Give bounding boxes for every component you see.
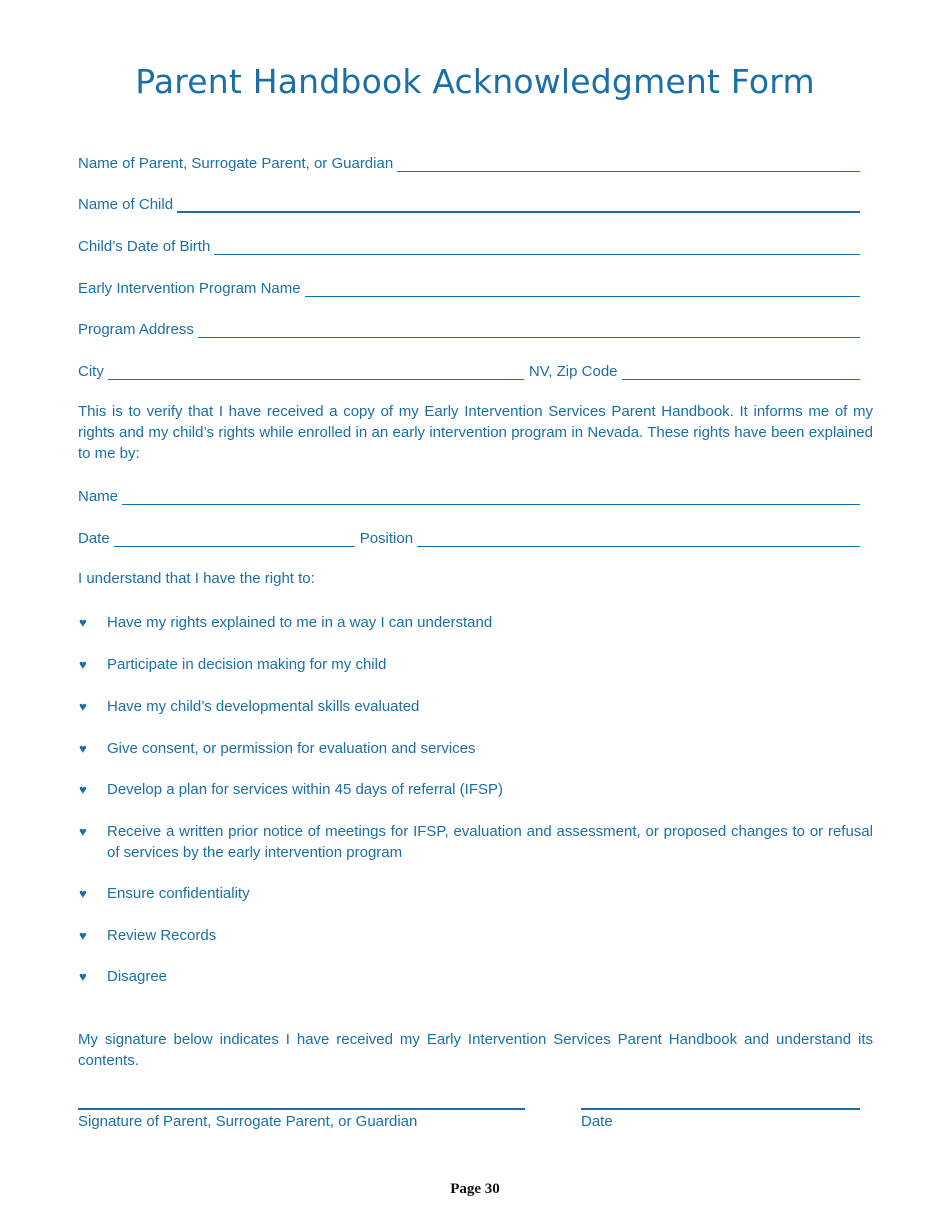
form-title: Parent Handbook Acknowledgment Form [135,62,815,101]
heart-icon: ♥ [79,886,87,901]
right-item [78,779,873,800]
child-dob-label: Child’s Date of Birth [78,238,211,255]
heart-icon: ♥ [79,782,87,797]
child-name-field [78,191,860,213]
explainer-position-label: Position [359,530,414,547]
heart-icon: ♥ [79,615,87,630]
signature-paragraph: My signature below indicates I have received my Early Intervention Services Parent Handbook and understand its contents. [78,1031,873,1069]
child-name-label: Name of Child [78,196,174,213]
right-text: Develop a plan for services within 45 days of referral (IFSP) [107,781,503,798]
right-text: Ensure confidentiality [107,885,250,902]
city-zip-field [78,358,860,380]
right-text: Disagree [107,968,168,985]
zip-input[interactable] [622,365,860,380]
heart-icon: ♥ [79,928,87,943]
program-name-field [78,275,860,297]
state-zip-label: NV, Zip Code [528,363,618,380]
program-address-input[interactable] [198,323,860,338]
child-dob-field [78,233,860,255]
signature-date-label: Date [581,1113,613,1130]
city-input[interactable] [108,365,524,380]
right-text: Give consent, or permission for evaluation and services [107,740,476,757]
heart-icon: ♥ [79,824,87,839]
right-text: Participate in decision making for my child [107,656,387,673]
program-name-label: Early Intervention Program Name [78,280,301,297]
right-item [78,696,873,717]
program-address-label: Program Address [78,321,194,338]
verify-paragraph: This is to verify that I have received a copy of my Early Intervention Services Parent Handbook. It informs me of my rights and my child’s rights while enrolled in an early intervention program in Nevada. These rights have been explained to me by: [78,403,873,462]
heart-icon: ♥ [79,741,87,756]
child-name-input[interactable] [177,197,860,213]
page-number: Page 30 [450,1181,500,1197]
program-address-field [78,316,860,338]
parent-name-label: Name of Parent, Surrogate Parent, or Guardian [78,155,394,172]
signature-line[interactable] [78,1108,525,1110]
heart-icon: ♥ [79,969,87,984]
explainer-name-label: Name [78,488,119,505]
city-label: City [78,363,104,380]
signature-date-line[interactable] [581,1108,860,1110]
rights-intro: I understand that I have the right to: [78,570,315,587]
right-item [78,821,873,863]
explainer-name-input[interactable] [122,490,860,505]
right-item [78,738,873,759]
right-text: Review Records [107,927,217,944]
right-text: Receive a written prior notice of meetings for IFSP, evaluation and assessment, or proposed changes to or refusal of services by the early intervention program [107,823,873,861]
signature-label: Signature of Parent, Surrogate Parent, or Guardian [78,1113,418,1130]
right-item [78,612,873,633]
parent-name-input[interactable] [397,157,860,172]
right-item [78,654,873,675]
explainer-position-input[interactable] [417,532,860,547]
parent-name-field [78,150,860,172]
heart-icon: ♥ [79,699,87,714]
right-text: Have my child’s developmental skills evaluated [107,698,420,715]
explainer-name-field [78,483,860,505]
explainer-date-input[interactable] [114,532,355,547]
program-name-input[interactable] [305,282,860,297]
right-item [78,883,873,904]
child-dob-input[interactable] [214,240,860,255]
right-item [78,966,873,987]
right-item [78,925,873,946]
heart-icon: ♥ [79,657,87,672]
right-text: Have my rights explained to me in a way I can understand [107,614,493,631]
explainer-date-label: Date [78,530,110,547]
explainer-date-position-field [78,525,860,547]
